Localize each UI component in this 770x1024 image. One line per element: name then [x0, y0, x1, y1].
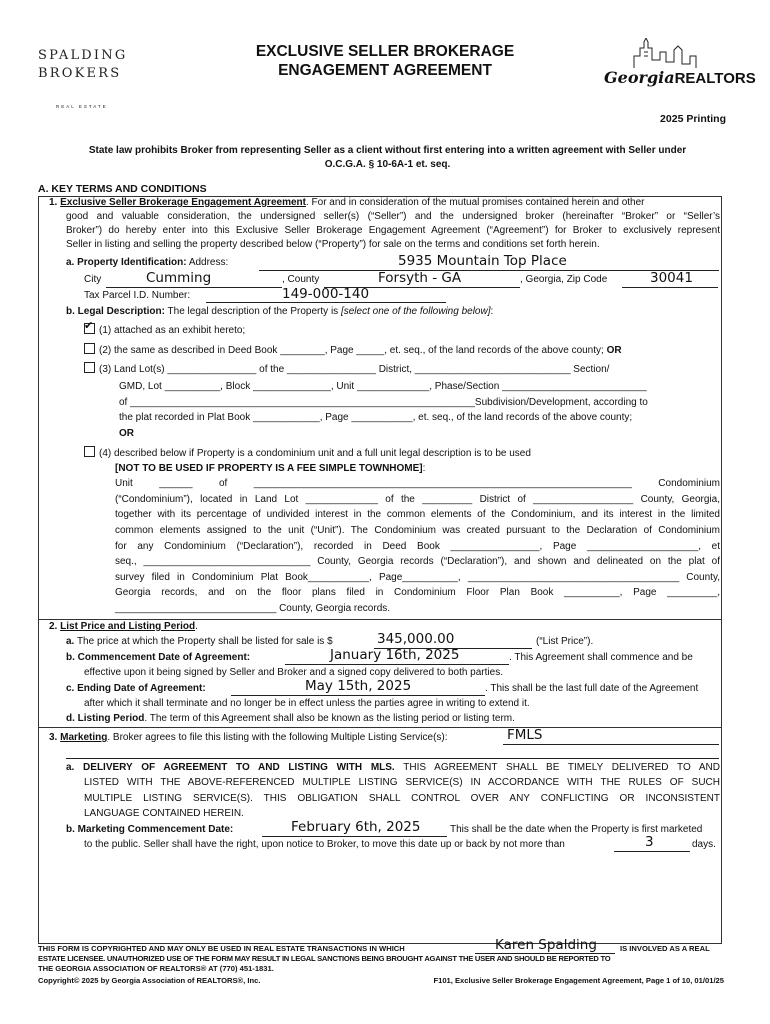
mls-delivery-heading: DELIVERY OF AGREEMENT TO AND LISTING WITH MLS.	[83, 762, 395, 773]
option-4-text-3: Unit ______ of ____________________________________________________________________ Condominium	[115, 478, 720, 489]
zip-field[interactable]: 30041	[650, 270, 693, 286]
mls-underline-2	[66, 758, 719, 759]
item3-heading: Marketing	[60, 732, 108, 743]
item2-bottom-rule	[38, 727, 722, 728]
property-id-heading: Property Identification:	[77, 257, 187, 268]
mls-delivery-text-1: THIS AGREEMENT SHALL BE TIMELY DELIVERED TO AND	[394, 762, 720, 773]
option-1-line	[84, 323, 245, 338]
item2-heading-line	[49, 620, 198, 634]
georgia-realtors-wordmark	[604, 68, 756, 87]
box-right-rule	[721, 196, 722, 944]
ending-date-underline	[231, 695, 485, 696]
item1b-label: b.	[66, 306, 75, 317]
commencement-underline	[285, 664, 509, 665]
ending-date-line	[66, 682, 206, 696]
legal-description-instruction: [select one of the following below]	[340, 306, 491, 317]
zip-label: , Georgia, Zip Code	[520, 274, 608, 285]
list-price-after: (“List Price”).	[536, 636, 594, 647]
option-4-line-1	[84, 446, 531, 461]
footer-text-1a: THIS FORM IS COPYRIGHTED AND MAY ONLY BE USED IN REAL ESTATE TRANSACTIONS IN WHICH	[38, 944, 405, 953]
footer-line-1	[38, 944, 405, 954]
state-law-notice	[30, 144, 745, 172]
option-3-text-3: of ______________________________________________________________Subdivision/Development, according to	[119, 397, 648, 408]
marketing-date-after: This shall be the date when the Property is first marketed	[450, 824, 703, 835]
licensee-field[interactable]: Karen Spalding	[495, 937, 597, 953]
skyline-icon	[604, 38, 744, 70]
option-4-warning: [NOT TO BE USED IF PROPERTY IS A FEE SIMPLE TOWNHOME]	[115, 463, 423, 474]
footer-line-3: THE GEORGIA ASSOCIATION OF REALTORS® AT (770) 451-1831.	[38, 964, 274, 973]
footer-form-id: F101, Exclusive Seller Brokerage Engagement Agreement, Page 1 of 10, 01/01/25	[433, 976, 724, 985]
city-field[interactable]: Cumming	[146, 270, 212, 286]
legal-description-colon: :	[490, 306, 494, 317]
state-law-line-1: State law prohibits Broker from representing Seller as a client without first entering into a written agreement with Seller under	[88, 145, 687, 156]
title-line-1: EXCLUSIVE SELLER BROKERAGE	[255, 43, 515, 60]
ending-date-heading: Ending Date of Agreement:	[77, 683, 206, 694]
option-4-checkbox[interactable]	[84, 446, 95, 457]
option-2-line	[84, 343, 622, 358]
list-price-field[interactable]: 345,000.00	[377, 631, 455, 647]
footer-line-2: ESTATE LICENSEE. UNAUTHORIZED USE OF THE FORM MAY RESULT IN LEGAL SANCTIONS BEING BROUGHT AGAINST THE USER AND SHOULD BE REPORTED TO	[38, 954, 611, 963]
option-3-line-1	[84, 362, 609, 377]
commencement-heading: Commencement Date of Agreement:	[77, 652, 251, 663]
option-3-text-2: GMD, Lot __________, Block ______________, Unit _____________, Phase/Section __________________________	[119, 381, 647, 392]
option-4-text-4: (“Condominium”), located in Land Lot _____________ of the _________ District of __________________ County, Georgia,	[115, 494, 720, 505]
days-label: days.	[692, 839, 716, 850]
option-1-checkbox[interactable]	[84, 323, 95, 334]
ending-date-after: . This shall be the last full date of the Agreement	[485, 683, 699, 694]
title-line-2: ENGAGEMENT AGREEMENT	[278, 62, 492, 79]
item2-number: 2.	[49, 621, 58, 632]
option-3-text-4: the plat recorded in Plat Book ____________, Page ___________, et. seq., of the land records of the above county;	[119, 412, 633, 423]
item3b-label: b.	[66, 824, 75, 835]
logo-line-1: SPALDING	[38, 48, 128, 63]
option-4-colon: :	[422, 463, 426, 474]
commencement-line	[66, 651, 250, 665]
mls-field[interactable]: FMLS	[507, 727, 543, 743]
option-4-text-11: _____________________________ County, Georgia records.	[115, 603, 391, 614]
commencement-after: . This Agreement shall commence and be	[509, 652, 693, 663]
marketing-date-heading: Marketing Commencement Date:	[77, 824, 234, 835]
item1-heading: Exclusive Seller Brokerage Engagement Agreement	[60, 197, 306, 208]
mls-delivery-text-4: LANGUAGE CONTAINED HEREIN.	[84, 808, 244, 819]
marketing-date-line-2: to the public. Seller shall have the right, upon notice to Broker, to move this date up or back by not more than	[84, 839, 565, 850]
option-3-checkbox[interactable]	[84, 362, 95, 373]
item3-heading-line	[49, 731, 448, 745]
commencement-date-field[interactable]: January 16th, 2025	[330, 647, 460, 663]
mls-delivery-text-2: LISTED WITH THE ABOVE-REFERENCED MULTIPLE LISTING SERVICE(S) IN ACCORDANCE WITH THE RULES OF SUCH	[84, 777, 720, 788]
option-4-text-10: Georgia records, and on the floor plans filed in Condominium Floor Plan Book __________, Page _________,	[115, 587, 720, 598]
county-field[interactable]: Forsyth - GA	[378, 270, 462, 286]
item1a-label: a.	[66, 257, 75, 268]
address-field[interactable]: 5935 Mountain Top Place	[398, 253, 567, 269]
option-4-text-1: (4) described below if Property is a condominium unit and a full unit legal description is to be used	[99, 448, 531, 459]
printing-year: 2025 Printing	[660, 113, 726, 125]
option-2-text-c: , of the land records of the above county;	[422, 345, 607, 356]
state-law-line-2: O.C.G.A. § 10-6A-1 et. seq.	[324, 159, 451, 170]
item2c-label: c.	[66, 683, 75, 694]
days-field[interactable]: 3	[645, 834, 654, 850]
item1-number: 1.	[49, 197, 58, 208]
option-3-text-1: (3) Land Lot(s) ________________ of the ________________ District, ____________________________ Section/	[99, 364, 610, 375]
item1-line-3: Broker”) do hereby enter into this Exclusive Seller Brokerage Engagement Agreement (“Agreement”) for Broker to exclusively represent	[66, 225, 720, 236]
city-underline	[106, 287, 282, 288]
option-4-text-9: survey filed in Condominium Plat Book___________, Page__________, ______________________________________ County,	[115, 572, 720, 583]
item1-line-2: good and valuable consideration, the undersigned seller(s) (“Seller”) and the undersigned broker (hereinafter “Broker” or “Seller’s	[66, 211, 720, 222]
marketing-date-underline	[262, 836, 447, 837]
marketing-date-field[interactable]: February 6th, 2025	[291, 819, 421, 835]
listing-period-text: . The term of this Agreement shall also be known as the listing period or listing term.	[144, 713, 515, 724]
list-price-text: The price at which the Property shall be listed for sale is $	[76, 636, 333, 647]
logo-script: Georgia	[604, 68, 675, 87]
zip-underline	[622, 287, 718, 288]
item2b-label: b.	[66, 652, 75, 663]
option-1-text: (1) attached as an exhibit hereto;	[99, 325, 246, 336]
item2d-label: d.	[66, 713, 75, 724]
listing-period-heading: Listing Period	[77, 713, 145, 724]
listing-period-line	[66, 712, 515, 726]
marketing-text: . Broker agrees to file this listing with the following Multiple Listing Service(s):	[107, 732, 448, 743]
item1-heading-line	[49, 196, 645, 210]
option-4-text-6: common elements assigned to the unit (“Unit”). The Condominium was created pursuant to the Declaration of Condominium	[115, 525, 720, 536]
logo-line-2: BROKERS	[38, 66, 122, 81]
option-3-or: OR	[119, 428, 134, 439]
property-id-line	[66, 256, 228, 270]
marketing-date-line	[66, 823, 233, 837]
parcel-underline	[206, 302, 446, 303]
item2a-label: a.	[66, 636, 75, 647]
list-price-line	[66, 635, 333, 649]
legal-description-heading: Legal Description:	[77, 306, 165, 317]
mls-underline	[503, 744, 719, 745]
item1-line-4: Seller in listing and selling the property described below (“Property”) for sale on the terms and conditions set forth herein.	[66, 239, 600, 250]
option-2-checkbox[interactable]	[84, 343, 95, 354]
legal-description-text: The legal description of the Property is	[164, 306, 341, 317]
county-label: , County	[282, 274, 320, 285]
commencement-line-2: effective upon it being signed by Seller and Broker and a signed copy delivered to both parties.	[84, 667, 503, 678]
georgia-realtors-logo	[604, 38, 756, 98]
footer-copyright: Copyright© 2025 by Georgia Association of REALTORS®, Inc.	[38, 976, 261, 985]
section-a-heading: A. KEY TERMS AND CONDITIONS	[38, 183, 207, 195]
days-underline	[614, 851, 690, 852]
box-left-rule	[38, 196, 39, 944]
option-2-or: OR	[606, 345, 622, 356]
item2-dot: .	[195, 621, 198, 632]
parcel-field[interactable]: 149-000-140	[282, 286, 370, 302]
item3-number: 3.	[49, 732, 58, 743]
item2-heading: List Price and Listing Period	[60, 621, 196, 632]
option-2-text-a: (2) the same as described in Deed Book ________, Page _____,	[99, 345, 390, 356]
item3a-label: a.	[66, 762, 75, 773]
option-4-text-7: for any Condominium (“Declaration”), recorded in Deed Book ________________, Page ____________________, et	[115, 541, 720, 552]
logo-line-3: REAL ESTATE	[56, 104, 108, 109]
option-4-line-2	[115, 462, 425, 476]
option-2-text-b: et. seq.	[389, 345, 423, 356]
logo-word: REALTORS	[674, 70, 756, 87]
address-label: Address:	[188, 257, 229, 268]
legal-description-line	[66, 305, 493, 319]
mls-delivery-text-3: MULTIPLE LISTING SERVICE(S). THIS OBLIGATION SHALL CONTROL OVER ANY CONFLICTING OR INCONSISTENT	[84, 793, 720, 804]
ending-date-line-2: after which it shall terminate and no longer be in effect unless the parties agree in writing to extend it.	[84, 698, 530, 709]
ending-date-field[interactable]: May 15th, 2025	[305, 678, 412, 694]
mls-delivery-line-1	[66, 761, 720, 774]
footer-text-1b: IS INVOLVED AS A REAL	[620, 944, 710, 953]
option-4-text-5: together with its percentage of undivided interest in the common elements of the Condominium, and its interest in the limited	[115, 509, 720, 520]
parcel-label: Tax Parcel I.D. Number:	[84, 290, 191, 301]
option-4-text-8: seq., ______________________________ County, Georgia records (“Declaration”), and shown and delineated on the plat of	[115, 556, 720, 567]
city-label: City	[84, 274, 102, 285]
item1-line-1: . For and in consideration of the mutual promises contained herein and other	[305, 197, 645, 208]
